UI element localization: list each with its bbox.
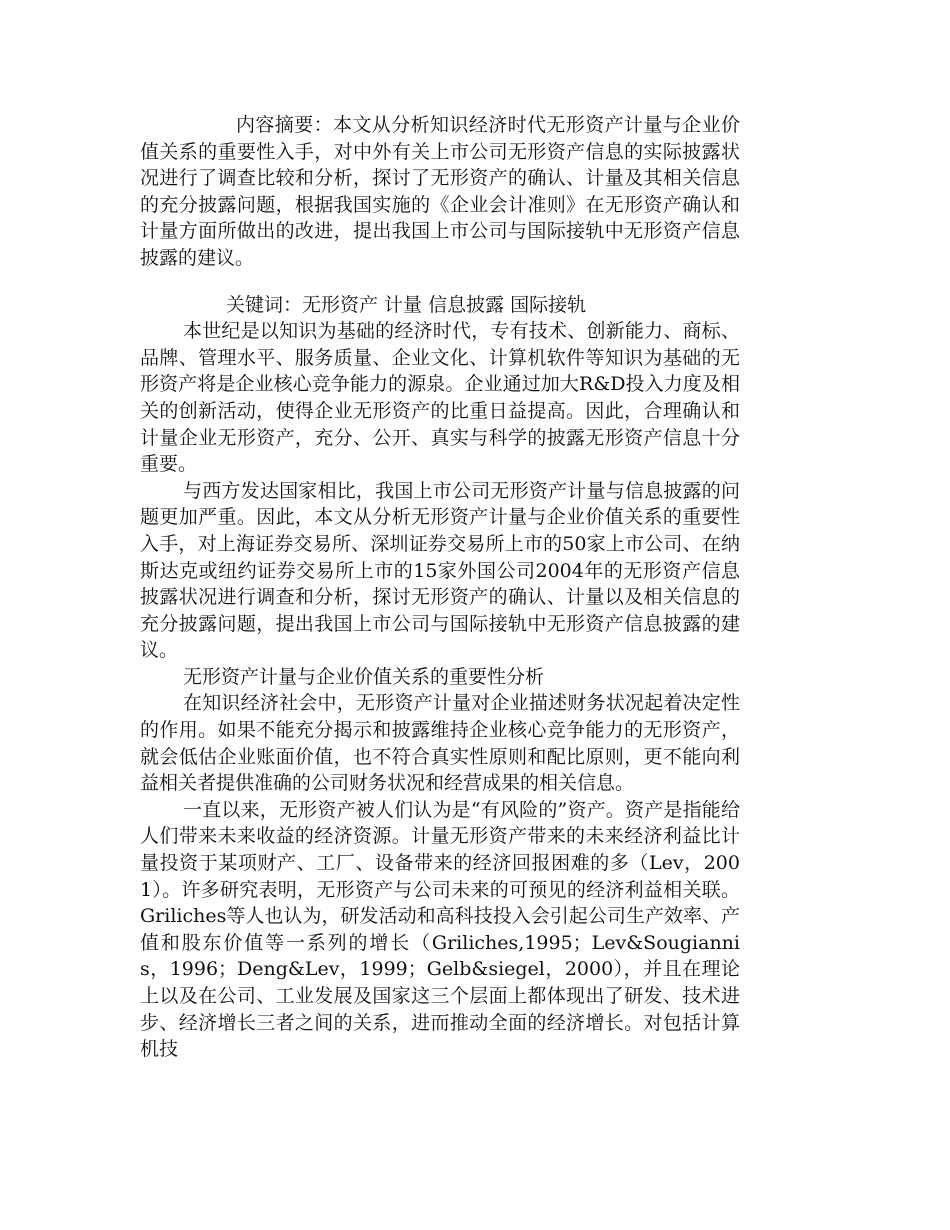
intro-paragraph-2: 与西方发达国家相比，我国上市公司无形资产计量与信息披露的问题更加严重。因此，本文从分析无形资产计量与企业价值关系的重要性入手，对上海证券交易所、深圳证券交易所上市的50家上市公司、在纳斯达克或纽约证券交易所上市的15家外国公司2004年的无形资产信息披露状况进行调查和分析，探讨无形资产的确认、计量以及相关信息的充分披露问题，提出我国上市公司与国际接轨中无形资产信息披露的建议。: [140, 479, 740, 662]
section-paragraph-2: 一直以来，无形资产被人们认为是“有风险的”资产。资产是指能给人们带来未来收益的经济资源。计量无形资产带来的未来经济利益比计量投资于某项财产、工厂、设备带来的经济回报困难的多（Lev，2001）。许多研究表明，无形资产与公司未来的可预见的经济利益相关联。Griliches等人也认为，研发活动和高科技投入会引起公司生产效率、产值和股东价值等一系列的增长（Griliches,1995；Lev&Sougiannis，1996；Deng&Lev，1999；Gelb&siegel，2000），并且在理论上以及在公司、工业发展及国家这三个层面上都体现出了研发、技术进步、经济增长三者之间的关系，进而推动全面的经济增长。对包括计算机技: [140, 798, 740, 1061]
intro-paragraph-1: 本世纪是以知识为基础的经济时代，专有技术、创新能力、商标、品牌、管理水平、服务质量、企业文化、计算机软件等知识为基础的无形资产将是企业核心竞争能力的源泉。企业通过加大R&D投入力度及相关的创新活动，使得企业无形资产的比重日益提高。因此，合理确认和计量企业无形资产，充分、公开、真实与科学的披露无形资产信息十分重要。: [140, 320, 740, 476]
abstract-paragraph: 内容摘要：本文从分析知识经济时代无形资产计量与企业价值关系的重要性入手，对中外有关上市公司无形资产信息的实际披露状况进行了调查比较和分析，探讨了无形资产的确认、计量及其相关信息的充分披露问题，根据我国实施的《企业会计准则》在无形资产确认和计量方面所做出的改进，提出我国上市公司与国际接轨中无形资产信息披露的建议。: [140, 114, 740, 269]
section-heading: 无形资产计量与企业价值关系的重要性分析: [183, 665, 545, 688]
document-body: [140, 112, 740, 1063]
keywords-line: 关键词：无形资产 计量 信息披露 国际接轨: [226, 293, 587, 316]
section-paragraph-1: 在知识经济社会中，无形资产计量对企业描述财务状况起着决定性的作用。如果不能充分揭示和披露维持企业核心竞争能力的无形资产，就会低估企业账面价值，也不符合真实性原则和配比原则，更不能向利益相关者提供准确的公司财务状况和经营成果的相关信息。: [140, 692, 740, 795]
